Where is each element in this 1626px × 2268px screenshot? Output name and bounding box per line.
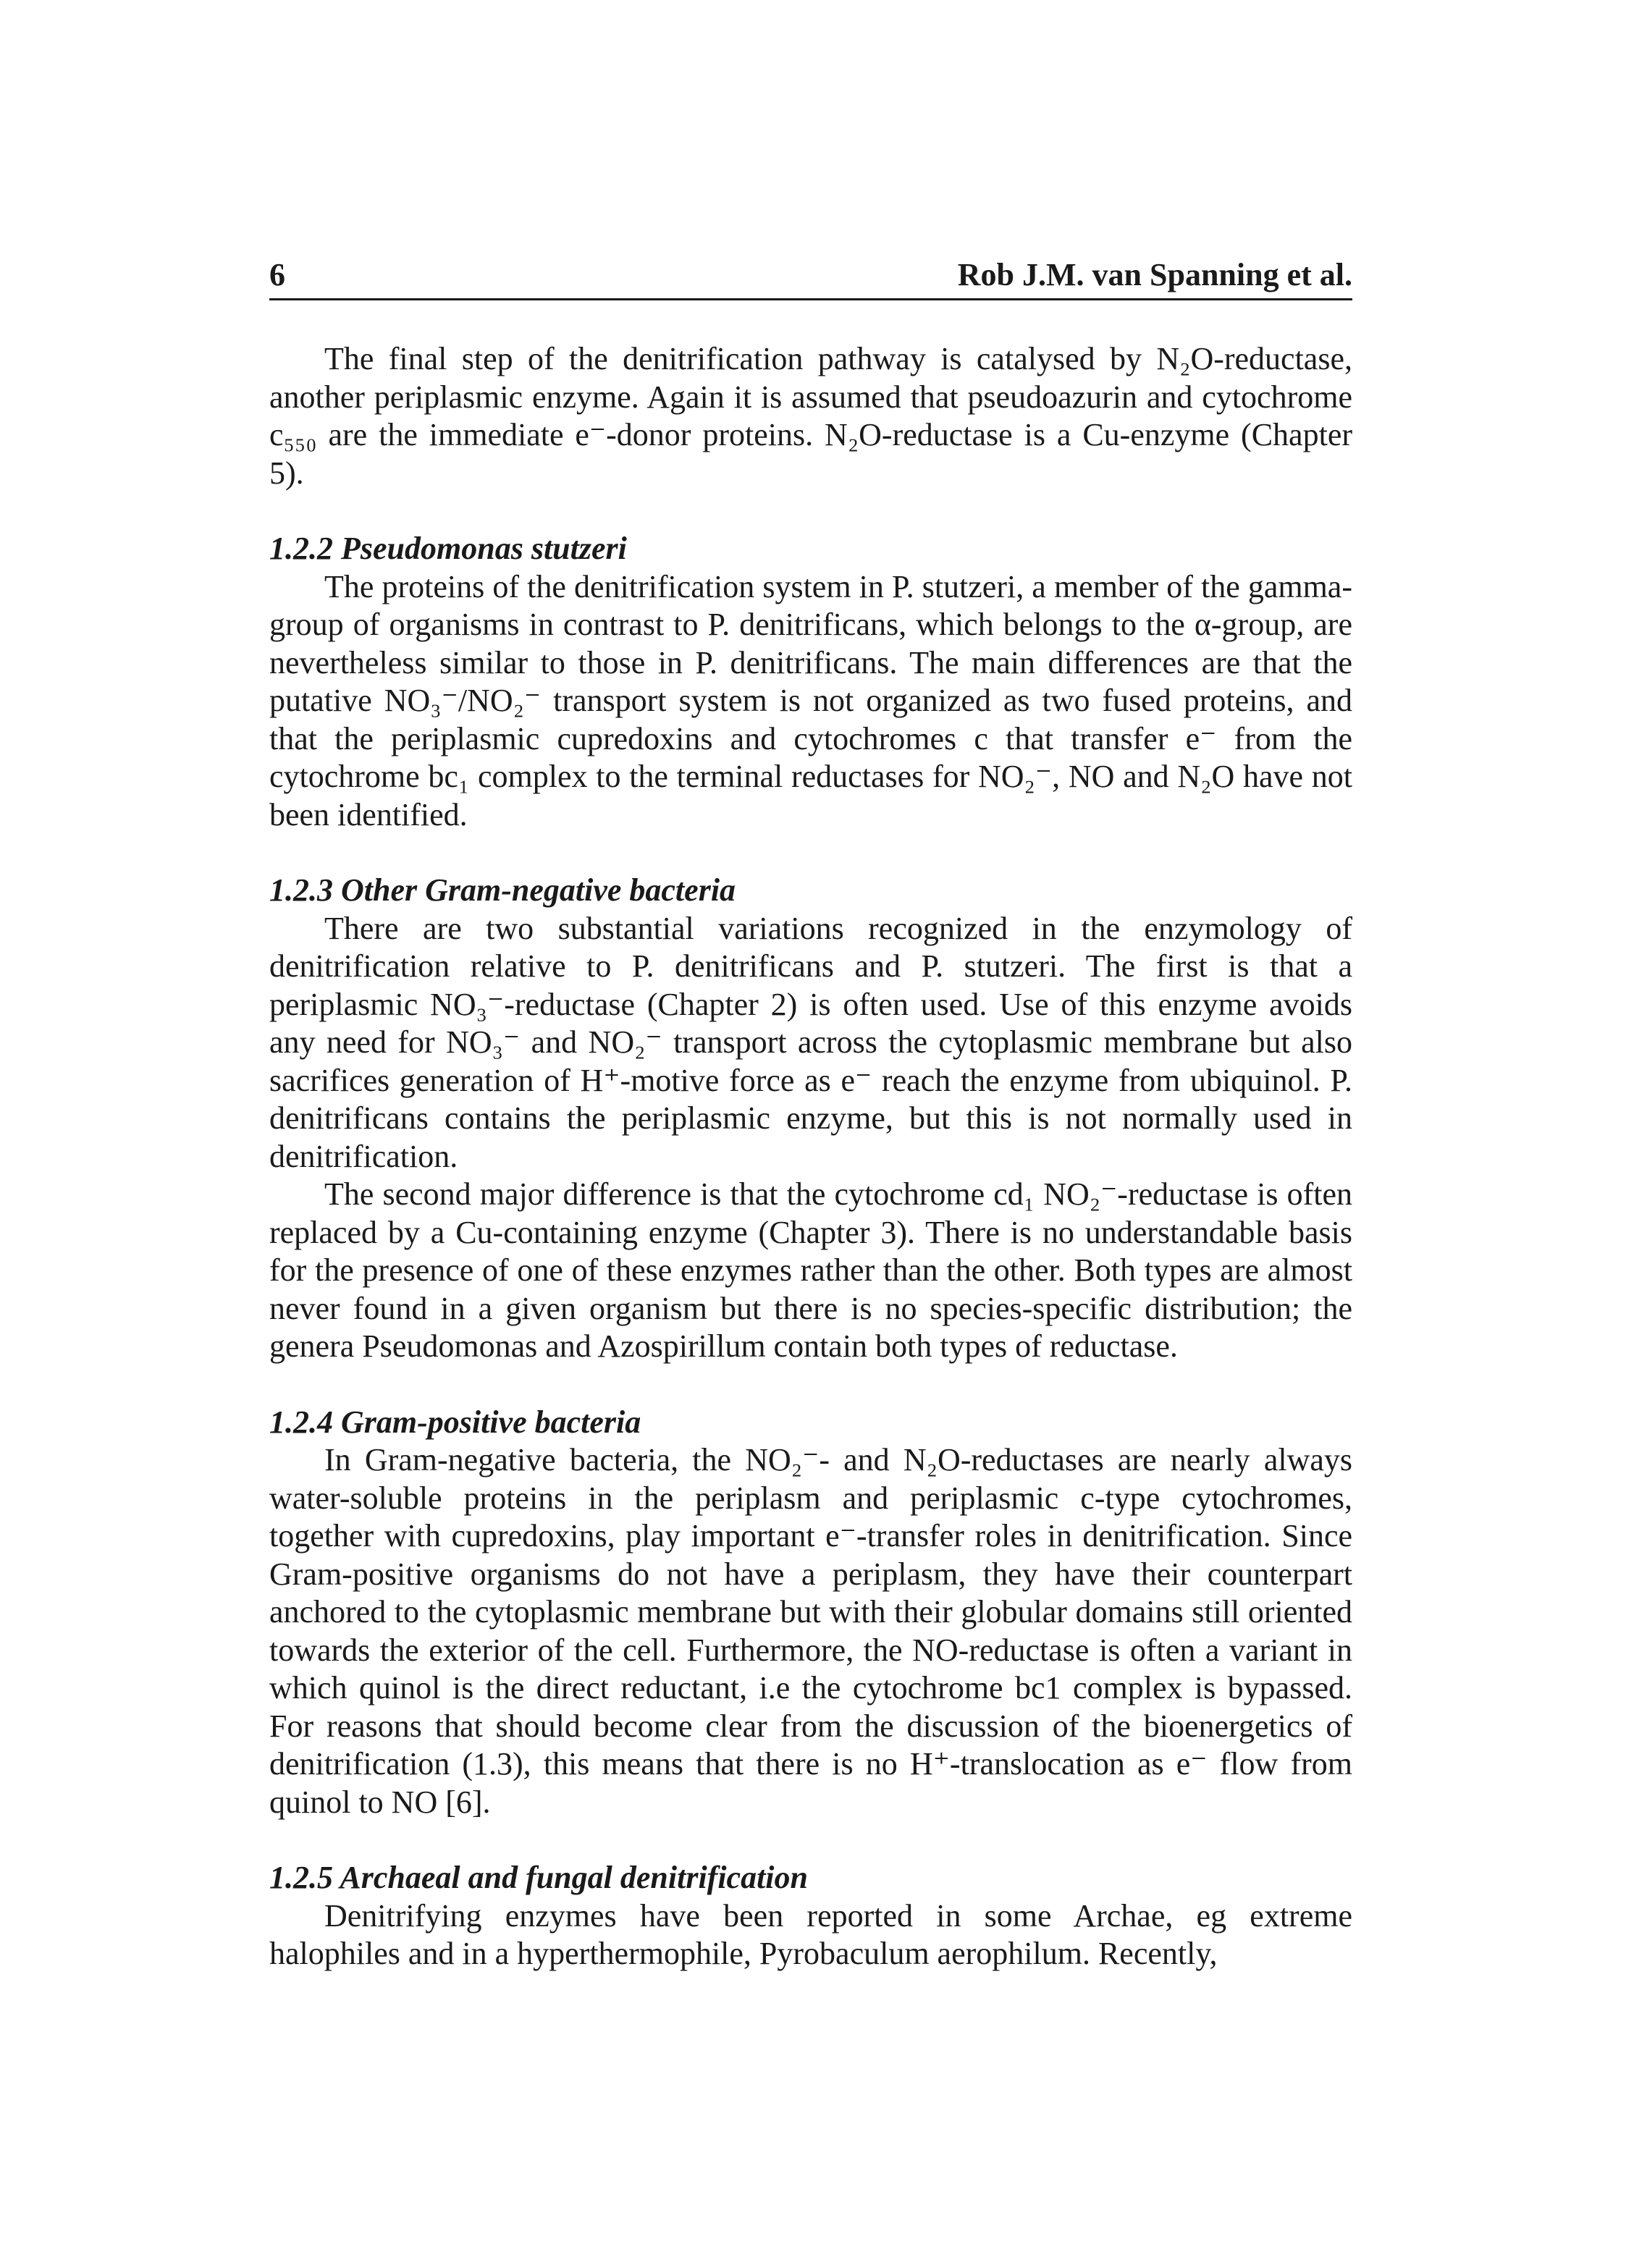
section-heading: 1.2.5 Archaeal and fungal denitrification <box>269 1860 809 1895</box>
header-rule <box>269 298 1352 300</box>
section-1-2-5 <box>269 1859 1352 1973</box>
running-head: Rob J.M. van Spanning et al. <box>957 257 1352 292</box>
section-heading: 1.2.4 Gram-positive bacteria <box>269 1404 641 1440</box>
paragraph: In Gram-negative bacteria, the NO₂⁻- and N₂O-reductases are nearly always water-soluble proteins in the periplasm and periplasmic c-type cytochromes, together with cupredoxins, play important e⁻-transfer roles in denitrification. Since Gram-positive organisms do not have a periplasm, they have their counterpart anchored to the cytoplasmic membrane but with their globular domains still oriented towards the exterior of the cell. Furthermore, the NO-reductase is often a variant in which quinol is the direct reductant, i.e the cytochrome bc1 complex is bypassed. For reasons that should become clear from the discussion of the bioenergetics of denitrification (1.3), this means that there is no H⁺-translocation as e⁻ flow from quinol to NO [6]. <box>269 1442 1352 1820</box>
intro-paragraph: The final step of the denitrification pathway is catalysed by N₂O-reductase, another periplasmic enzyme. Again it is assumed that pseudoazurin and cytochrome c₅₅₀ are the immediate e⁻-donor proteins. N₂O-reductase is a Cu-enzyme (Chapter 5). <box>269 341 1352 491</box>
section-1-2-4 <box>269 1404 1352 1822</box>
body-text <box>269 340 1352 1973</box>
page-header <box>269 252 1352 298</box>
paragraph: Denitrifying enzymes have been reported in some Archae, eg extreme halophiles and in a hyperthermophile, Pyrobaculum aerophilum. Recently, <box>269 1897 1352 1971</box>
section-1-2-3 <box>269 872 1352 1366</box>
section-heading: 1.2.3 Other Gram-negative bacteria <box>269 872 736 908</box>
paragraph: The second major difference is that the cytochrome cd₁ NO₂⁻-reductase is often replaced by a Cu-containing enzyme (Chapter 3). There is no understandable basis for the presence of one of these enzymes rather than the other. Both types are almost never found in a given organism but there is no species-specific distribution; the genera Pseudomonas and Azospirillum contain both types of reductase. <box>269 1176 1352 1364</box>
page-number: 6 <box>269 257 285 292</box>
section-heading: 1.2.2 Pseudomonas stutzeri <box>269 531 627 566</box>
section-1-2-2 <box>269 530 1352 834</box>
paragraph: There are two substantial variations recognized in the enzymology of denitrification relative to P. denitrificans and P. stutzeri. The first is that a periplasmic NO₃⁻-reductase (Chapter 2) is often used. Use of this enzyme avoids any need for NO₃⁻ and NO₂⁻ transport across the cytoplasmic membrane but also sacrifices generation of H⁺-motive force as e⁻ reach the enzyme from ubiquinol. P. denitrificans contains the periplasmic enzyme, but this is not normally used in denitrification. <box>269 910 1352 1174</box>
paragraph: The proteins of the denitrification system in P. stutzeri, a member of the gamma-group of organisms in contrast to P. denitrificans, which belongs to the α-group, are nevertheless similar to those in P. denitrificans. The main differences are that the putative NO₃⁻/NO₂⁻ transport system is not organized as two fused proteins, and that the periplasmic cupredoxins and cytochromes c that transfer e⁻ from the cytochrome bc₁ complex to the terminal reductases for NO₂⁻, NO and N₂O have not been identified. <box>269 568 1352 832</box>
